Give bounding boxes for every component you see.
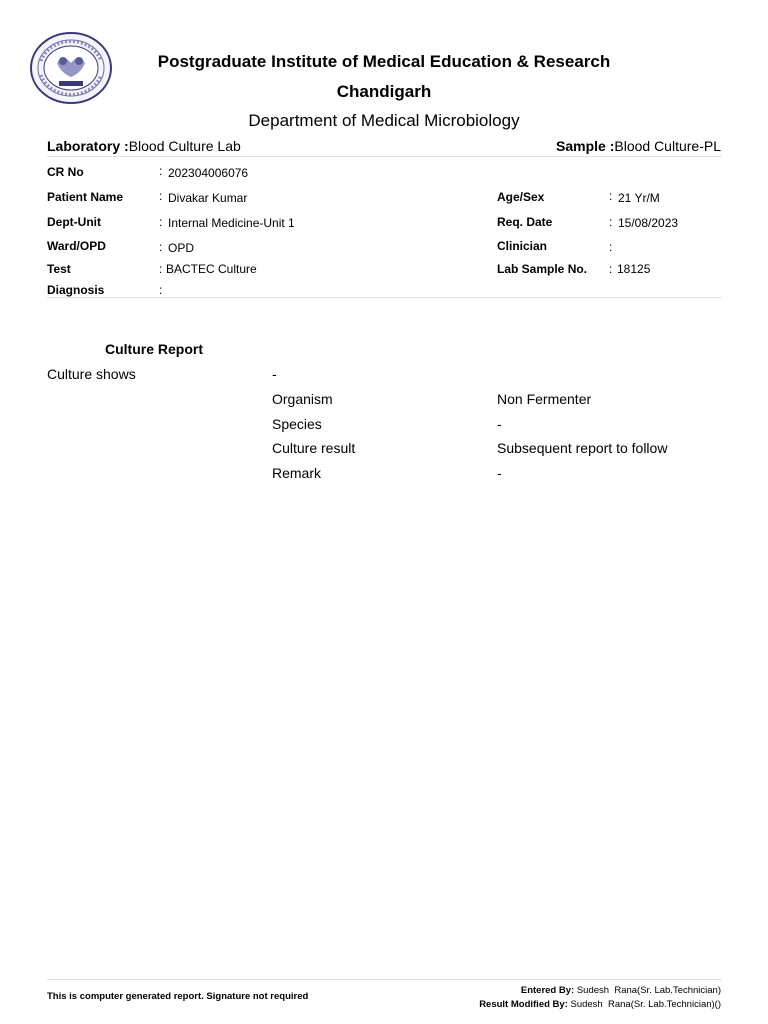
species-label: Species bbox=[272, 416, 322, 432]
divider-footer bbox=[47, 979, 722, 980]
department-name: Department of Medical Microbiology bbox=[248, 111, 520, 130]
colon: : bbox=[609, 262, 613, 276]
laboratory-value: Blood Culture Lab bbox=[128, 138, 241, 154]
entered-by-value: Sudesh Rana(Sr. Lab.Technician) bbox=[576, 985, 721, 996]
divider-top bbox=[47, 156, 722, 157]
test-label: Test bbox=[47, 262, 71, 276]
colon: : bbox=[159, 164, 163, 178]
modified-by-label: Result Modified By: bbox=[479, 999, 568, 1010]
organism-label: Organism bbox=[272, 391, 333, 407]
colon: : bbox=[159, 215, 163, 229]
culture-shows-value: - bbox=[272, 366, 277, 382]
entered-by-label: Entered By: bbox=[520, 985, 575, 996]
colon: : bbox=[159, 189, 163, 203]
patient-name-label: Patient Name bbox=[47, 190, 124, 204]
culture-shows-label: Culture shows bbox=[47, 366, 136, 382]
dept-unit-label: Dept-Unit bbox=[47, 215, 101, 229]
sample-label: Sample : bbox=[556, 138, 615, 154]
organism-value: Non Fermenter bbox=[497, 391, 592, 407]
lab-sample-label: Lab Sample No. bbox=[497, 262, 588, 276]
colon: : bbox=[159, 283, 163, 297]
remark-value: - bbox=[497, 465, 502, 481]
institute-name: Postgraduate Institute of Medical Education & Research bbox=[157, 52, 611, 71]
computer-generated-note: This is computer generated report. Signature not required bbox=[47, 991, 309, 1002]
req-date-value: 15/08/2023 bbox=[618, 216, 679, 230]
laboratory-line bbox=[47, 138, 241, 154]
sample-line bbox=[556, 138, 721, 154]
culture-result-value: Subsequent report to follow bbox=[497, 440, 668, 456]
colon: : bbox=[609, 240, 613, 254]
ward-value: OPD bbox=[168, 241, 195, 255]
cr-no-label: CR No bbox=[47, 165, 84, 179]
divider-patient bbox=[47, 297, 722, 298]
age-sex-value: 21 Yr/M bbox=[618, 191, 660, 205]
test-value: BACTEC Culture bbox=[166, 262, 257, 276]
result-modified-by bbox=[479, 999, 721, 1010]
laboratory-label: Laboratory : bbox=[47, 138, 129, 154]
cr-no-value: 202304006076 bbox=[168, 166, 249, 180]
colon: : bbox=[609, 189, 613, 203]
ward-label: Ward/OPD bbox=[47, 239, 106, 253]
patient-name-value: Divakar Kumar bbox=[168, 191, 248, 205]
dept-unit-value: Internal Medicine-Unit 1 bbox=[168, 216, 295, 230]
req-date-label: Req. Date bbox=[497, 215, 553, 229]
culture-result-label: Culture result bbox=[272, 440, 356, 456]
lab-sample-value: 18125 bbox=[617, 262, 651, 276]
clinician-label: Clinician bbox=[497, 239, 548, 253]
culture-report-title: Culture Report bbox=[105, 341, 203, 357]
entered-by bbox=[521, 985, 721, 996]
modified-by-value: Sudesh Rana(Sr. Lab.Technician)() bbox=[570, 999, 721, 1010]
age-sex-label: Age/Sex bbox=[497, 190, 545, 204]
sample-value: Blood Culture-PL bbox=[614, 138, 721, 154]
diagnosis-label: Diagnosis bbox=[47, 283, 105, 297]
institute-city: Chandigarh bbox=[336, 82, 432, 101]
colon: : bbox=[609, 215, 613, 229]
colon: : bbox=[159, 262, 163, 276]
species-value: - bbox=[497, 416, 502, 432]
colon: : bbox=[159, 240, 163, 254]
remark-label: Remark bbox=[272, 465, 322, 481]
